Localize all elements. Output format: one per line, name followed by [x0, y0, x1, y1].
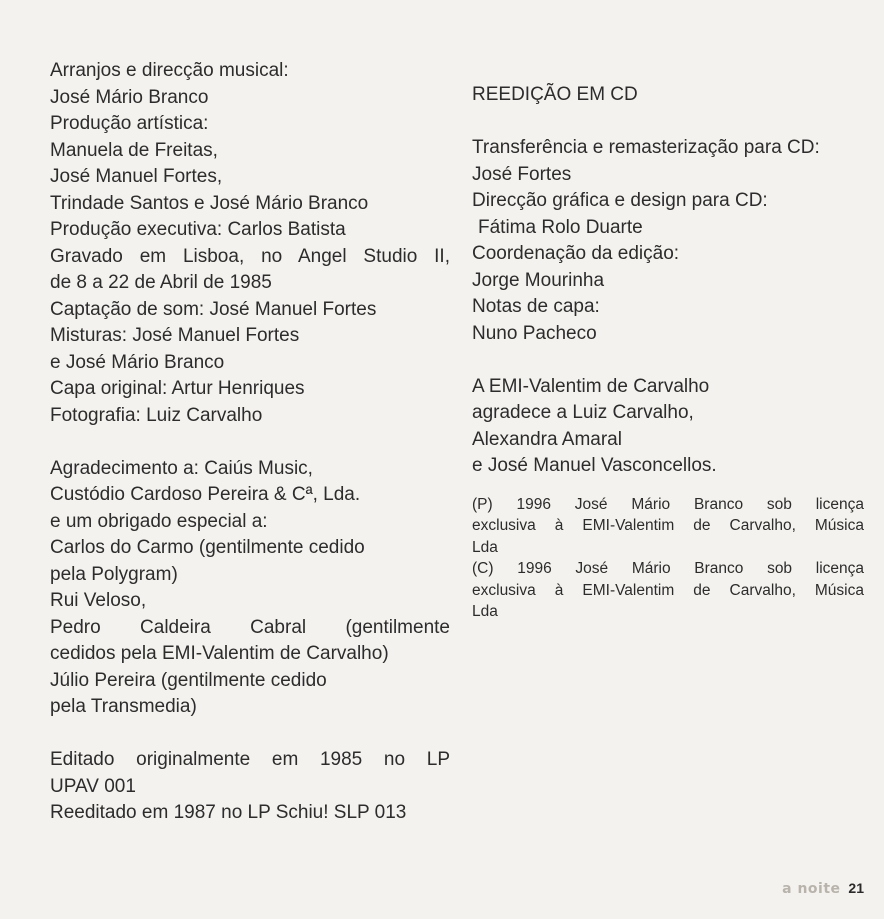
cd-credit-line: Direcção gráfica e design para CD: [472, 190, 768, 211]
cd-credit-line: Fátima Rolo Duarte [478, 216, 643, 238]
legal-line: (P) 1996 José Mário Branco sob licença [472, 495, 864, 513]
cd-credit-line: José Fortes [472, 163, 572, 185]
credit-line: Capa original: Artur Henriques [50, 378, 305, 399]
section-heading: REEDIÇÃO EM CD [472, 84, 638, 105]
cd-credit-line: Jorge Mourinha [472, 269, 605, 291]
cd-credit-line: Notas de capa: [472, 296, 600, 317]
edition-line: Editado originalmente em 1985 no LP [50, 749, 450, 770]
legal-line: Lda [472, 603, 498, 620]
acknowledgement-line: A EMI-Valentim de Carvalho [472, 375, 710, 397]
page-footer [782, 880, 864, 897]
thanks-line: e um obrigado especial a: [50, 510, 268, 532]
credit-line: José Manuel Fortes, [50, 166, 223, 187]
cd-credit-line: Transferência e remasterização para CD: [472, 137, 820, 158]
credit-line: Produção artística: [50, 113, 209, 134]
left-column [50, 58, 450, 827]
right-column [472, 82, 867, 623]
thanks-line: Agradecimento a: Caiús Music, [50, 457, 313, 479]
legal-line: exclusiva à EMI-Valentim de Carvalho, Música [472, 581, 864, 599]
cd-credit-line: Nuno Pacheco [472, 322, 597, 344]
publication-brand: a noite [782, 881, 841, 897]
cd-credit-line: Coordenação da edição: [472, 243, 680, 264]
acknowledgement-line: agradece a Luiz Carvalho, [472, 402, 694, 423]
credit-line: Trindade Santos e José Mário Branco [50, 192, 369, 214]
credit-line: Produção executiva: Carlos Batista [50, 219, 346, 240]
credit-line: e José Mário Branco [50, 351, 225, 373]
legal-line: (C) 1996 José Mário Branco sob licença [472, 560, 864, 577]
thanks-line: Custódio Cardoso Pereira & Cª, Lda. [50, 484, 361, 505]
spacer [50, 721, 450, 748]
legal-line: exclusiva à EMI-Valentim de Carvalho, Música [472, 517, 864, 534]
credit-line: Captação de som: José Manuel Fortes [50, 298, 377, 320]
thanks-line: pela Polygram) [50, 563, 178, 585]
edition-line: Reeditado em 1987 no LP Schiu! SLP 013 [50, 802, 407, 823]
thanks-line: Rui Veloso, [50, 590, 147, 611]
credit-line: de 8 a 22 de Abril de 1985 [50, 272, 272, 293]
credit-line: Misturas: José Manuel Fortes [50, 325, 300, 346]
thanks-line: Carlos do Carmo (gentilmente cedido [50, 537, 365, 558]
acknowledgement-line: Alexandra Amaral [472, 428, 622, 450]
thanks-line: Pedro Caldeira Cabral (gentilmente [50, 616, 450, 638]
thanks-line: Júlio Pereira (gentilmente cedido [50, 669, 327, 691]
legal-line: Lda [472, 538, 498, 556]
spacer [50, 429, 450, 456]
credit-line: Fotografia: Luiz Carvalho [50, 404, 263, 426]
credit-line: Gravado em Lisboa, no Angel Studio II, [50, 245, 450, 267]
spacer [472, 109, 867, 136]
credit-line: Arranjos e direcção musical: [50, 60, 289, 81]
edition-line: UPAV 001 [50, 775, 136, 797]
thanks-line: pela Transmedia) [50, 696, 197, 717]
credit-line: José Mário Branco [50, 86, 209, 108]
acknowledgement-line: e José Manuel Vasconcellos. [472, 455, 717, 476]
spacer [472, 347, 867, 374]
page-number: 21 [848, 880, 864, 896]
legal-notice [472, 494, 864, 623]
thanks-line: cedidos pela EMI-Valentim de Carvalho) [50, 643, 389, 664]
credit-line: Manuela de Freitas, [50, 139, 218, 161]
